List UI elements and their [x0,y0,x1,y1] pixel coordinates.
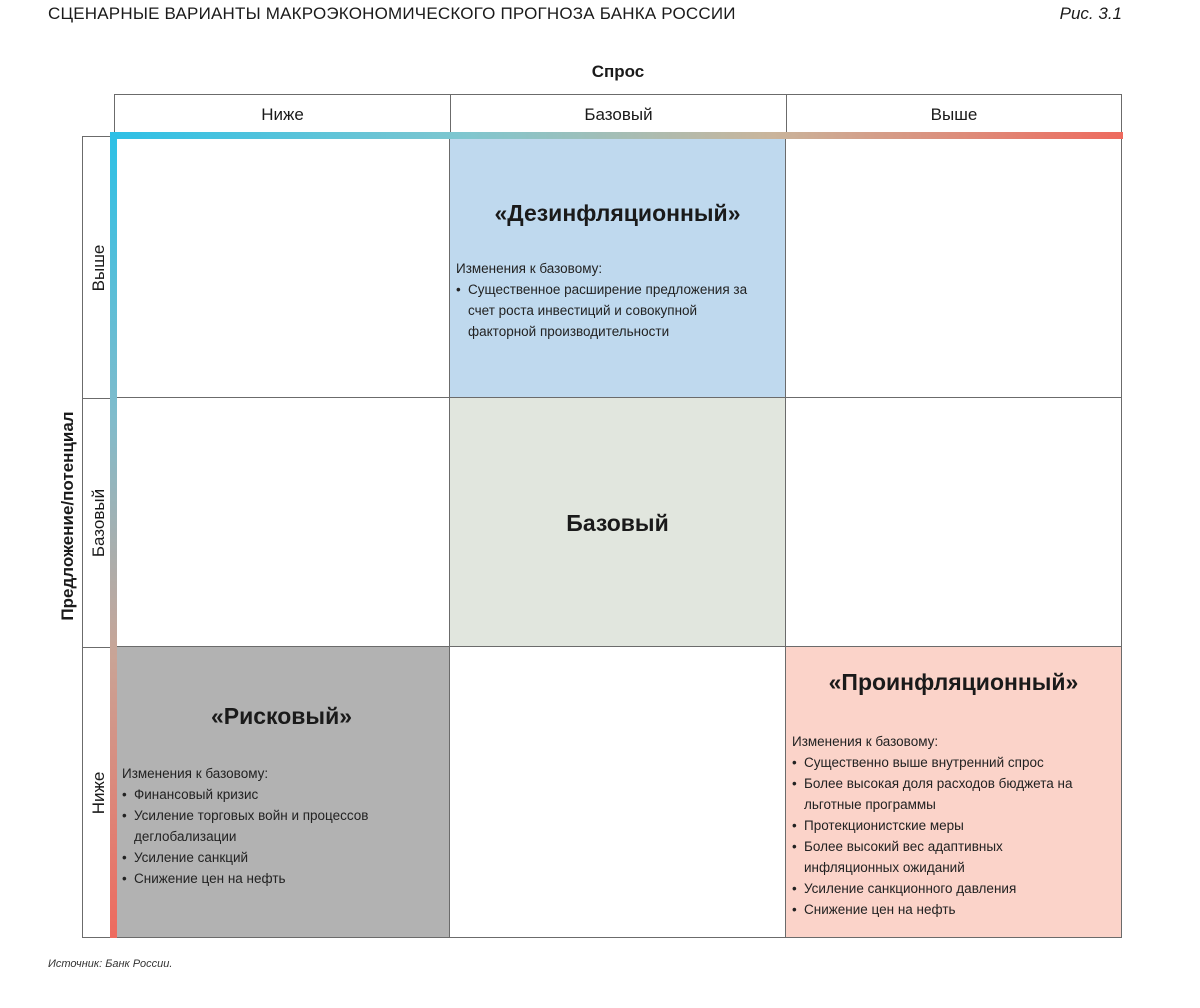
source-note: Источник: Банк России. [48,958,173,970]
row-header-base-label: Базовый [88,488,108,558]
scenario-risk-details [122,763,409,889]
column-header-lower: Ниже [114,94,450,132]
scenario-disinflation-intro: Изменения к базовому: [456,261,603,276]
scenario-disinflation-details [456,258,761,342]
scenario-disinflation [450,136,786,398]
scenario-proinflation-details [792,731,1091,920]
y-axis-title: Предложение/потенциал [58,411,77,621]
list-item: • Протекционистские меры [792,815,1091,836]
cell-higher-supply-lower-demand [114,136,450,398]
list-item: • Более высокий вес адаптивных инфляционных ожиданий [792,836,1091,878]
scenario-risk-title: «Рисковый» [210,703,353,729]
scenario-proinflation [786,647,1122,938]
cell-lower-supply-base-demand [450,647,786,938]
scenario-risk [114,647,450,938]
column-header-base: Базовый [450,94,786,132]
scenario-base [450,398,786,647]
column-header-higher: Выше [786,94,1122,132]
figure-number: Рис. 3.1 [1059,4,1122,23]
scenario-proinflation-title: «Проинфляционный» [828,669,1079,695]
row-header-lower-label: Ниже [88,771,108,814]
scenario-risk-intro: Изменения к базовому: [122,766,269,781]
supply-gradient-bar [110,132,117,938]
x-axis-title: Спрос [591,62,645,81]
scenario-base-title: Базовый [566,510,669,536]
list-item: • Финансовый кризис [122,784,409,805]
row-header-higher-label: Выше [88,244,108,291]
list-item: • Более высокая доля расходов бюджета на льготные программы [792,773,1091,815]
list-item: • Существенное расширение предложения за счет роста инвестиций и совокупной факторной производительности [456,279,761,342]
list-item: • Усиление санкционного давления [792,878,1091,899]
list-item: • Снижение цен на нефть [792,899,1091,920]
demand-gradient-bar [110,132,1123,139]
scenario-disinflation-title: «Дезинфляционный» [494,200,741,226]
list-item: • Снижение цен на нефть [122,868,409,889]
list-item: • Усиление торговых войн и процессов деглобализации [122,805,409,847]
cell-base-supply-higher-demand [786,398,1122,647]
cell-higher-supply-higher-demand [786,136,1122,398]
scenario-proinflation-intro: Изменения к базовому: [792,734,939,749]
cell-base-supply-lower-demand [114,398,450,647]
list-item: • Существенно выше внутренний спрос [792,752,1091,773]
list-item: • Усиление санкций [122,847,409,868]
page-title: СЦЕНАРНЫЕ ВАРИАНТЫ МАКРОЭКОНОМИЧЕСКОГО ПРОГНОЗА БАНКА РОССИИ [48,4,736,23]
